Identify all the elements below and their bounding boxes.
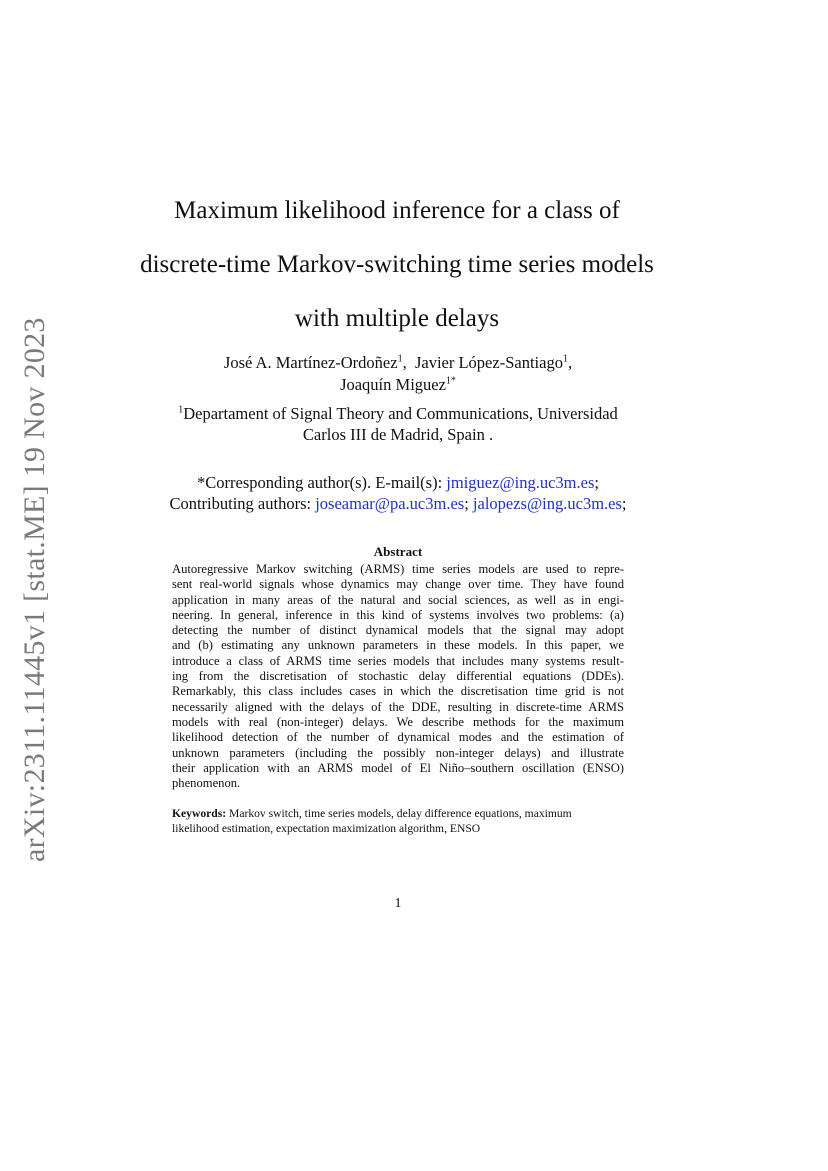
abstract-line: detecting the number of distinct dynamical models that the signal may adopt (172, 623, 624, 638)
corresponding-author-line (120, 472, 676, 493)
author-separator: , (402, 353, 415, 372)
abstract-line: introduce a class of ARMS time series models that includes many systems result- (172, 653, 624, 668)
affiliation-line-2: Carlos III de Madrid, Spain . (302, 425, 494, 444)
author-affiliation-mark: 1 (397, 353, 403, 365)
abstract-line: models with real (non-integer) delays. We describe methods for the maximum (172, 714, 624, 729)
page-number: 1 (394, 896, 402, 911)
contributing-label: Contributing authors: (169, 494, 316, 513)
keywords-line-2: likelihood estimation, expectation maximization algorithm, ENSO (172, 821, 481, 835)
affiliation-text: Departament of Signal Theory and Communications, Universidad (183, 404, 618, 423)
keywords-label: Keywords: (172, 807, 227, 820)
abstract-line: their application with an ARMS model of El Niño–southern oscillation (ENSO) (172, 760, 624, 775)
abstract-line: Remarkably, this class includes cases in which the discretisation time grid is not (172, 684, 624, 699)
abstract-line: ing from the discretisation of stochastic delay differential equations (DDEs). (172, 669, 624, 684)
contributing-authors-line (120, 493, 676, 514)
title-line-3: with multiple delays (294, 305, 500, 332)
author-affiliation-mark: 1* (445, 375, 456, 387)
corresponding-email-link[interactable]: jmiguez@ing.uc3m.es (446, 473, 595, 492)
abstract-body (172, 562, 624, 791)
punctuation: ; (594, 473, 599, 492)
author-name: José A. Martínez-Ordoñez (223, 353, 398, 372)
author-name: Javier López-Santiago (414, 353, 563, 372)
abstract-line: neering. In general, inference in this kind of systems involves two problems: (a) (172, 607, 624, 622)
arxiv-identifier-stamp: arXiv:2311.11445v1 [stat.ME] 19 Nov 2023 (18, 317, 51, 862)
contributor-email-link[interactable]: joseamar@pa.uc3m.es (315, 494, 465, 513)
punctuation: ; (464, 494, 473, 513)
author-name: Joaquín Miguez (340, 375, 446, 394)
abstract-heading: Abstract (373, 544, 423, 559)
title-line-1: Maximum likelihood inference for a class of (174, 197, 620, 224)
abstract-line: and (b) estimating any unknown parameters in these models. In this paper, we (172, 638, 624, 653)
keywords (172, 807, 624, 836)
abstract-line: application in many areas of the natural and social sciences, as well as in engi- (172, 592, 624, 607)
corresponding-label: *Corresponding author(s). E-mail(s): (197, 473, 447, 492)
contributor-email-link[interactable]: jalopezs@ing.uc3m.es (472, 494, 622, 513)
keywords-line-1 (172, 807, 624, 822)
abstract-line: sent real-world signals whose dynamics may change over time. They have found (172, 577, 624, 592)
abstract-line: likelihood detection of the number of dynamical modes and the estimation of (172, 730, 624, 745)
affiliation-mark: 1 (178, 404, 184, 416)
keywords-text: Markov switch, time series models, delay difference equations, maximum (226, 807, 572, 820)
paper-title (100, 184, 694, 346)
correspondence (120, 472, 676, 514)
author-list (120, 352, 676, 396)
abstract-line: unknown parameters (including the possibly non-integer delays) and illustrate (172, 745, 624, 760)
abstract-line: necessarily aligned with the delays of the DDE, resulting in discrete-time ARMS (172, 699, 624, 714)
abstract-line: phenomenon. (172, 776, 241, 791)
author-affiliation-mark: 1 (562, 353, 568, 365)
title-line-2: discrete-time Markov-switching time series models (140, 251, 654, 278)
author-line-2 (120, 374, 676, 396)
author-line-1 (120, 352, 676, 374)
affiliation-line-1 (120, 403, 676, 424)
affiliation (120, 403, 676, 445)
abstract-line: Autoregressive Markov switching (ARMS) time series models are used to repre- (172, 562, 624, 576)
punctuation: ; (621, 494, 627, 513)
author-separator: , (567, 353, 573, 372)
